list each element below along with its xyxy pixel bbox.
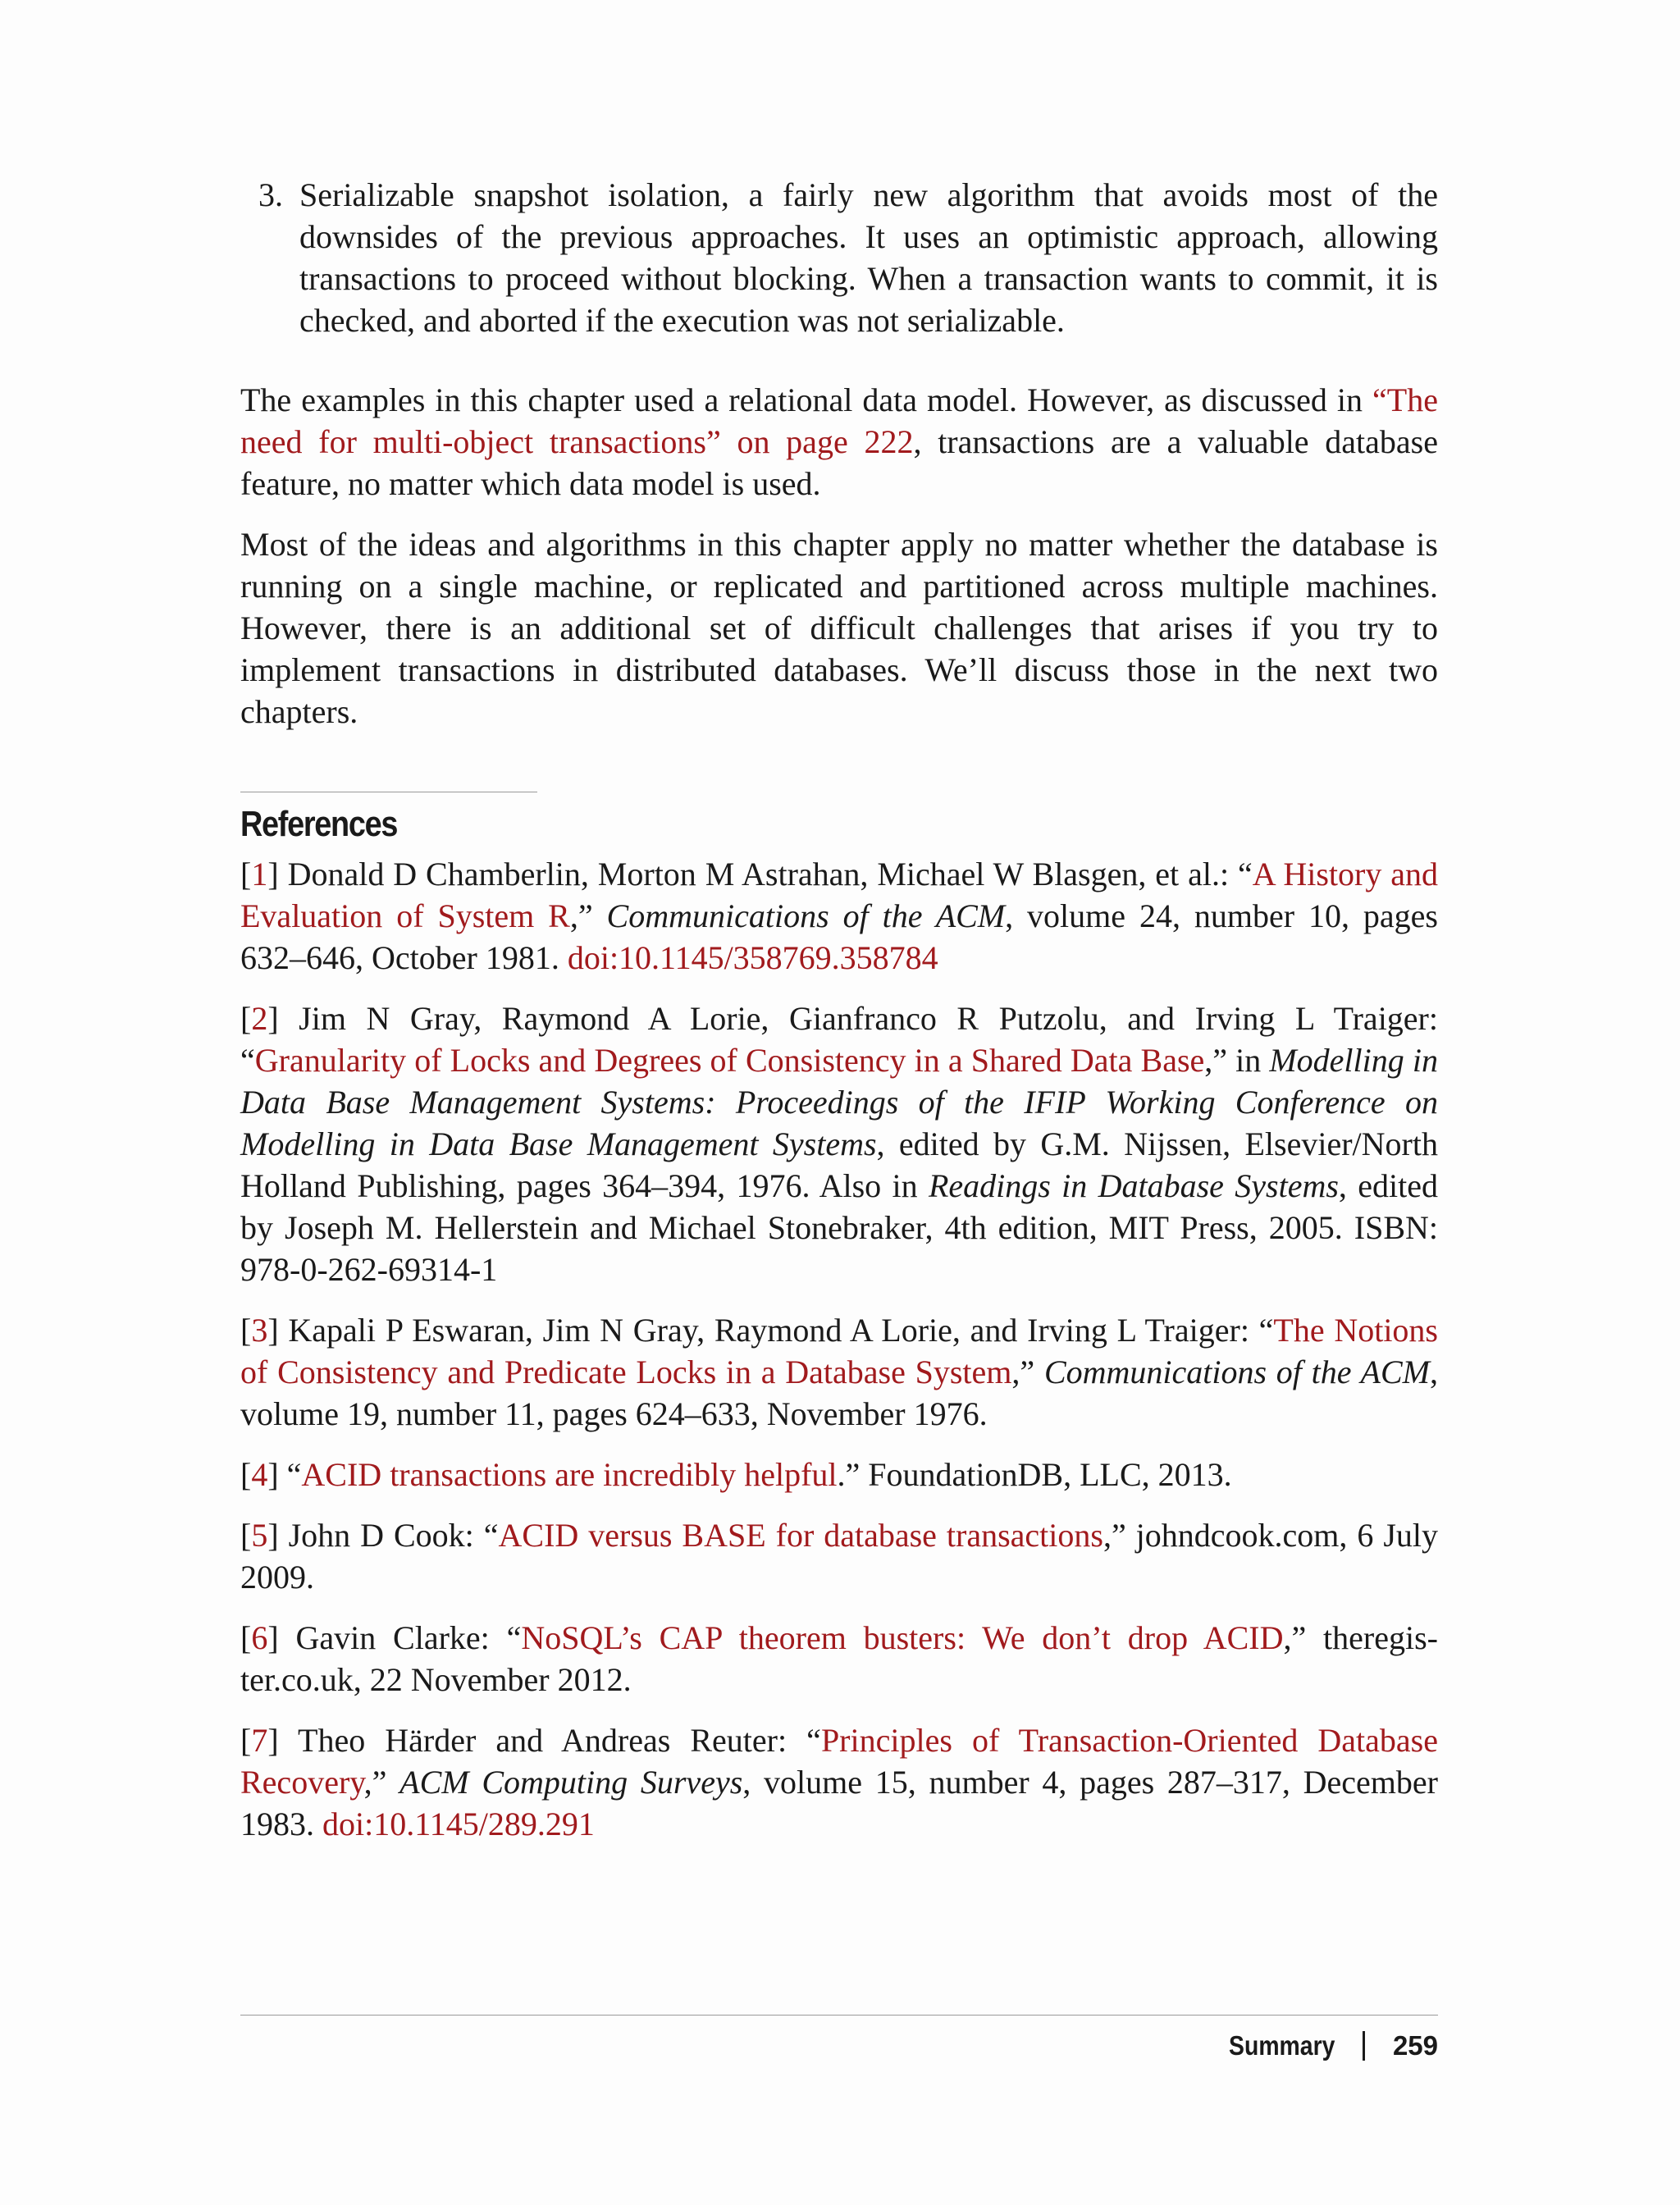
reference-number-link[interactable]: 5 [251,1517,268,1554]
page-content [240,174,1438,1864]
reference-text: , edited by Joseph M. Hellerstein and Michael Stonebraker, 4th edition, MIT Press, 2005. ISBN: 978-0-262-69314-1 [240,1167,1438,1288]
reference-6: [6] Gavin Clarke: “NoSQL’s CAP theorem busters: We don’t drop ACID,” theregister.co.uk, 22 November 2012. [240,1619,1438,1698]
list-number: 3. [258,176,283,213]
reference-text: , edited by G.M. Nijssen, Elsevier/North Holland Publishing, pages 364–394, 1976. Also in [240,1125,1438,1204]
reference-number-link[interactable]: 7 [251,1722,268,1759]
page-footer [1212,2028,1438,2064]
reference-text: ,” [569,897,607,934]
reference-authors: Theo Härder and Andreas Reuter: “ [278,1722,821,1759]
reference-authors: Jim N Gray, Raymond A Lorie, Gianfranco R Putzolu, and Irving L Traiger: “ [240,1000,1438,1079]
reference-text: ,” theregister.co.uk, 22 November 2012. [240,1619,1438,1698]
reference-title-link[interactable]: The Notions of Consistency and Predicate Locks in a Database System [240,1312,1438,1390]
reference-text: , volume 24, number 10, pages 632–646, October 1981. [240,897,1438,976]
reference-number-link[interactable]: 2 [251,1000,268,1037]
reference-authors: Kapali P Eswaran, Jim N Gray, Raymond A Lorie, and Irving L Traiger: “ [278,1312,1274,1349]
reference-authors: John D Cook: “ [278,1517,499,1554]
reference-title-link[interactable]: Granularity of Locks and Degrees of Consistency in a Shared Data Base [254,1042,1205,1079]
reference-venue: Readings in Database Systems [928,1167,1339,1204]
paragraph-relational-model [240,379,1438,504]
reference-venue: ACM Computing Surveys [399,1764,743,1801]
reference-venue: Communications of the ACM [606,897,1006,934]
reference-number-link[interactable]: 4 [251,1456,268,1493]
list-item-text: Serializable snapshot isolation, a fairly new algorithm that avoids most of the downsides of the previous approaches. It uses an optimistic approach, allowing transactions to proceed without blocking. When a transaction wants to commit, it is checked, and aborted if the execution was not serializable. [299,176,1438,339]
reference-3: [3] Kapali P Eswaran, Jim N Gray, Raymond A Lorie, and Irving L Traiger: “The Notions of Consistency and Predicate Locks in a Database System,” Communications of the ACM, volume 19, number 11, pages 624–633, November 1976. [240,1312,1438,1432]
reference-text: .” FoundationDB, LLC, 2013. [837,1456,1232,1493]
paragraph-text: The examples in this chapter used a relational data model. However, as discussed in [240,381,1373,418]
page-number: 259 [1392,2030,1438,2061]
reference-4: [4] “ACID transactions are incredibly helpful.” FoundationDB, LLC, 2013. [240,1456,1232,1493]
reference-authors: Gavin Clarke: “ [278,1619,522,1656]
reference-title-link[interactable]: A History and Evaluation of System R [240,856,1439,934]
doi-link[interactable]: doi:10.1145/358769.358784 [567,939,938,976]
reference-5: [5] John D Cook: “ACID versus BASE for database transactions,” johndcook.com, 6 July 2009. [240,1517,1439,1596]
cross-reference-link[interactable]: “The need for multi-object transactions” on page 222 [240,381,1438,460]
reference-number-link[interactable]: 6 [251,1619,268,1656]
reference-title-link[interactable]: ACID versus BASE for database transactions [498,1517,1103,1554]
reference-text: , volume 15, number 4, pages 287–317, December 1983. [240,1764,1438,1842]
reference-number-link[interactable]: 1 [251,856,268,892]
reference-number-link[interactable]: 3 [251,1312,268,1349]
reference-authors: Donald D Chamberlin, Morton M Astrahan, Michael W Blasgen, et al.: “ [278,856,1253,892]
numbered-list-item [258,174,1438,341]
reference-text: ,” johndcook.com, 6 July 2009. [240,1517,1439,1596]
references-heading: References [240,804,398,844]
reference-title-link[interactable]: NoSQL’s CAP theorem busters: We don’t drop ACID [521,1619,1284,1656]
reference-title-link[interactable]: Principles of Transaction-Oriented Database Recovery [240,1722,1438,1801]
reference-1: [1] Donald D Chamberlin, Morton M Astrahan, Michael W Blasgen, et al.: “A History and Evaluation of System R,” Communications of the ACM, volume 24, number 10, pages 632–646, October 1981. doi:10.1145/358769.358784 [240,856,1439,976]
reference-text: ,” in [1204,1042,1270,1079]
reference-text: “ [278,1456,302,1493]
reference-text: , volume 19, number 11, pages 624–633, November 1976. [240,1354,1438,1432]
footer-section-title: Summary [1228,2030,1335,2061]
footer-divider [240,2015,1438,2016]
footer-separator [1363,2031,1365,2061]
reference-venue: Communications of the ACM [1043,1354,1430,1390]
reference-title-link[interactable]: ACID transactions are incredibly helpful [301,1456,838,1493]
paragraph-distributed: Most of the ideas and algorithms in this chapter apply no matter whether the database is running on a single machine, or replicated and partitioned across multiple machines. However, there is an additional set of difficult challenges that arises if you try to implement transactions in distributed databases. We’ll discuss those in the next two chapters. [240,526,1438,730]
reference-venue: Modelling in Data Base Management Systems: Proceedings of the IFIP Working Conference on Modelling in Data Base Management Systems [240,1042,1438,1162]
reference-2: [2] Jim N Gray, Raymond A Lorie, Gianfranco R Putzolu, and Irving L Traiger: “Granularity of Locks and Degrees of Consistency in a Shared Data Base,” in Modelling in Data Base Management Systems: Proceedings of the IFIP Working Conference on Modelling in Data Base Management Systems, edited by G.M. Nijssen, Elsevier/North Holland Publishing, pages 364–394, 1976. Also in Readings in Database Systems, edited by Joseph M. Hellerstein and Michael Stonebraker, 4th edition, MIT Press, 2005. ISBN: 978-0-262-69314-1 [240,1000,1438,1288]
reference-7: [7] Theo Härder and Andreas Reuter: “Principles of Transaction-Oriented Database Recovery,” ACM Computing Surveys, volume 15, number 4, pages 287–317, December 1983. doi:10.1145/289.291 [240,1722,1438,1842]
doi-link[interactable]: doi:10.1145/289.291 [322,1806,595,1842]
reference-text: ,” [1011,1354,1044,1390]
paragraph-text: , transactions are a valuable database feature, no matter which data model is used. [240,423,1438,502]
reference-text: ,” [363,1764,400,1801]
